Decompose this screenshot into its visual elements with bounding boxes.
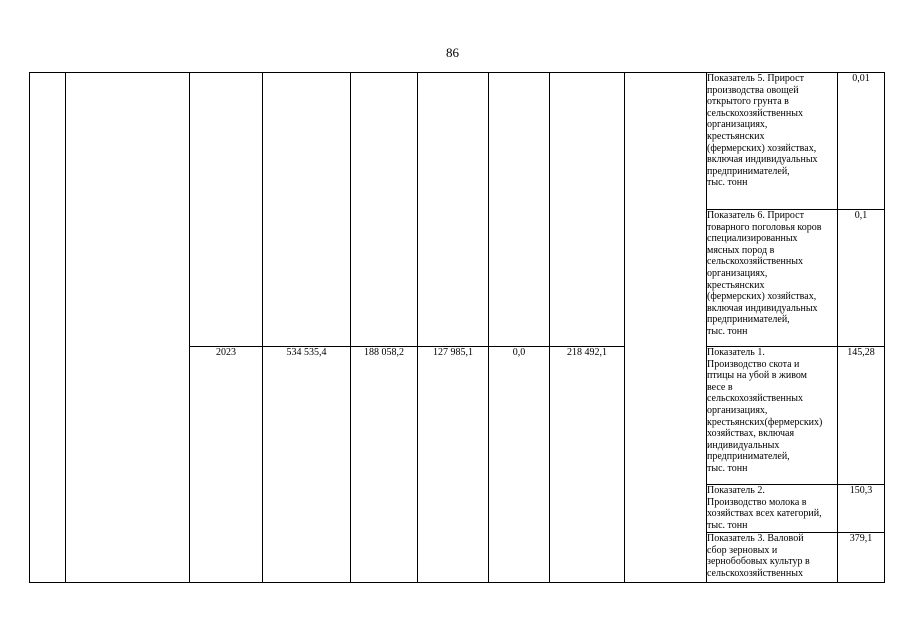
- cell-federal-empty: [351, 73, 418, 347]
- indicator-6-value: 0,1: [838, 210, 885, 347]
- cell-year: 2023: [190, 347, 263, 583]
- cell-name: [66, 73, 190, 583]
- program-table: [29, 72, 885, 583]
- indicator-5-value: 0,01: [838, 73, 885, 210]
- cell-regional: 127 985,1: [418, 347, 489, 583]
- indicator-3-text: Показатель 3. Валовой сбор зерновых и зернобобовых культур в сельскохозяйственных: [707, 533, 838, 583]
- indicator-1-value: 145,28: [838, 347, 885, 485]
- cell-executor: [625, 73, 707, 583]
- page-number: 86: [446, 45, 459, 60]
- cell-number: [30, 73, 66, 583]
- table-row: [30, 73, 885, 210]
- cell-local: 0,0: [489, 347, 550, 583]
- cell-total: 534 535,4: [263, 347, 351, 583]
- indicator-2-value: 150,3: [838, 485, 885, 533]
- cell-extra: 218 492,1: [550, 347, 625, 583]
- indicator-5-text: Показатель 5. Прирост производства овощей открытого грунта в сельскохозяйственных организациях, крестьянских (фермерских) хозяйствах, включая индивидуальных предпринимателей, тыс. тонн: [707, 73, 838, 210]
- indicator-3-value: 379,1: [838, 533, 885, 583]
- cell-federal: 188 058,2: [351, 347, 418, 583]
- indicator-1-text: Показатель 1. Производство скота и птицы на убой в живом весе в сельскохозяйственных организациях, крестьянских(фермерских) хозяйствах, включая индивидуальных предпринимателей, тыс. тонн: [707, 347, 838, 485]
- cell-local-empty: [489, 73, 550, 347]
- cell-year-empty: [190, 73, 263, 347]
- cell-regional-empty: [418, 73, 489, 347]
- cell-extra-empty: [550, 73, 625, 347]
- indicator-6-text: Показатель 6. Прирост товарного поголовья коров специализированных мясных пород в сельскохозяйственных организациях, крестьянских (фермерских) хозяйствах, включая индивидуальных предпринимателей, тыс. тонн: [707, 210, 838, 347]
- cell-total-empty: [263, 73, 351, 347]
- indicator-2-text: Показатель 2. Производство молока в хозяйствах всех категорий, тыс. тонн: [707, 485, 838, 533]
